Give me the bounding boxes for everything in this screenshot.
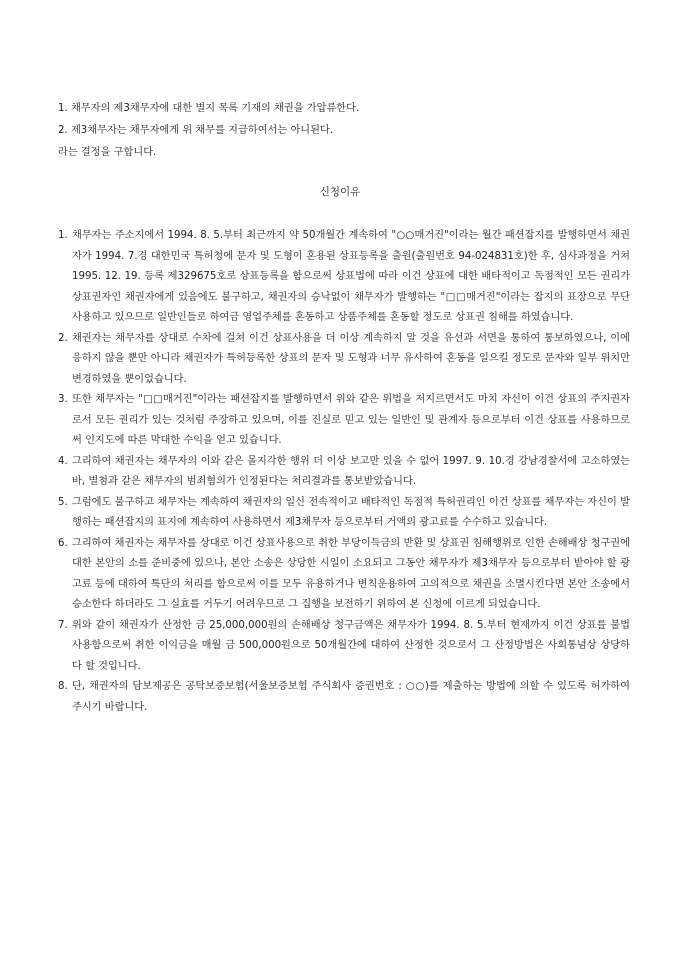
claim-item-1: 1. 채무자의 제3채무자에 대한 별지 목록 기재의 채권을 가압류한다. (58, 103, 360, 114)
reason-item (58, 493, 630, 534)
reason-item (58, 329, 630, 391)
reason-number: 3. (58, 394, 68, 405)
reason-text: 또한 채무자는 "□□매거진"이라는 패션잡지를 발행하면서 위와 같은 위법을 저지르면서도 마치 자신이 이건 상표의 주지권자로서 모든 권리가 있는 것처럼 주장하고 있으며, 이를 진실로 믿고 있는 일반인 및 관계자 등으로부터 이건 상표를 사용하므로써 인지도에 따른 막대한 수익을 얻고 있습니다. (72, 394, 630, 446)
reason-item (58, 226, 630, 329)
reason-item (58, 616, 630, 678)
reason-item (58, 452, 630, 493)
reason-number: 4. (58, 455, 68, 467)
reason-number: 7. (58, 619, 68, 631)
claim-item-2: 2. 제3채무자는 채무자에게 위 채무를 지급하여서는 아니된다. (58, 125, 334, 136)
reason-text: 그럼에도 불구하고 채무자는 계속하여 채권자의 일신 전속적이고 배타적인 독점적 특허권리인 이건 상표를 채무자는 자신이 발행하는 패션잡지의 표지에 계속하여 사용하면서 제3채무자 등으로부터 거액의 광고료를 수수하고 있습니다. (72, 496, 630, 528)
reason-text: 위와 같이 채권자가 산정한 금 25,000,000원의 손해배상 청구금액은 채무자가 1994. 8. 5.부터 현재까지 이건 상표를 불법사용함으로써 취한 이익금을 매월 금 500,000원으로 50개월간에 대하여 산정한 것으로서 그 산정방법은 사회통념상 상당하다 할 것입니다. (72, 619, 630, 672)
reason-number: 8. (58, 681, 68, 692)
reasons-list (58, 226, 630, 718)
section-title: 신청이유 (319, 186, 361, 198)
reason-number: 2. (58, 332, 68, 344)
reason-text: 채무자는 주소지에서 1994. 8. 5.부터 최근까지 약 50개월간 계속하여 "○○매거진"이라는 월간 패션잡지를 발행하면서 채권자가 1994. 7.경 대한민국 특허청에 문자 및 도형이 혼용된 상표등록을 출원(출원번호 94-024831호)한 후, 심사과정을 거쳐 1995. 12. 19. 등록 제329675호로 상표등록을 함으로써 상표법에 따라 이건 상표에 대한 배타적이고 독점적인 모든 권리가 상표권자인 채권자에게 있음에도 불구하고, 채권자의 승낙없이 채무자가 발행하는 "□□매거진"이라는 잡지의 표장으로 무단 사용하고 있으므로 일반인들로 하여금 영업주체를 혼동하고 상품주체를 혼동할 정도로 상표권 침해를 하였습니다. (72, 230, 630, 323)
reason-text: 그리하여 채권자는 채무자를 상대로 이건 상표사용으로 취한 부당이득금의 반환 및 상표권 침해행위로 인한 손해배상 청구권에 대한 본안의 소를 준비중에 있으나, 본안 소송은 상당한 시일이 소요되고 그동안 채무자가 제3채무자 등으로부터 받아야 할 광고료 등에 대하여 특단의 처리를 함으로써 이를 모두 유용하거나 변칙운용하여 고의적으로 채권을 소멸시킨다면 본안 소송에서 승소한다 하더라도 그 실효를 거두기 어려우므로 그 집행을 보전하기 위하여 본 신청에 이르게 되었습니다. (72, 537, 630, 610)
reason-item (58, 534, 630, 616)
claims-block (58, 98, 638, 164)
reason-text: 그리하여 채권자는 채무자의 이와 같은 몰지각한 행위 더 이상 보고만 있을 수 없어 1997. 9. 10.경 강남경찰서에 고소하였는 바, 별첨과 같은 채무자의 범죄혐의가 인정된다는 처리결과를 통보받았습니다. (72, 455, 630, 487)
reason-text: 채권자는 채무자를 상대로 수차에 걸쳐 이건 상표사용을 더 이상 계속하지 말 것을 유선과 서면을 통하여 통보하였으나, 이에 응하지 않을 뿐만 아니라 채권자가 특허등록한 상표의 문자 및 도형과 너무 유사하여 혼동을 일으킬 정도로 문자와 일부 위치만 변경하였을 뿐이었습니다. (72, 332, 630, 385)
decision-line: 라는 결정을 구합니다. (58, 147, 157, 158)
reason-text: 단, 채권자의 담보제공은 공탁보증보험(서울보증보험 주식회사 증권번호 : ○○)를 제출하는 방법에 의할 수 있도록 허가하여 주시기 바랍니다. (72, 681, 630, 713)
reason-number: 1. (58, 230, 68, 241)
reason-item (58, 390, 630, 452)
reason-item (58, 677, 630, 718)
reason-number: 5. (58, 496, 68, 508)
reason-number: 6. (58, 537, 68, 549)
